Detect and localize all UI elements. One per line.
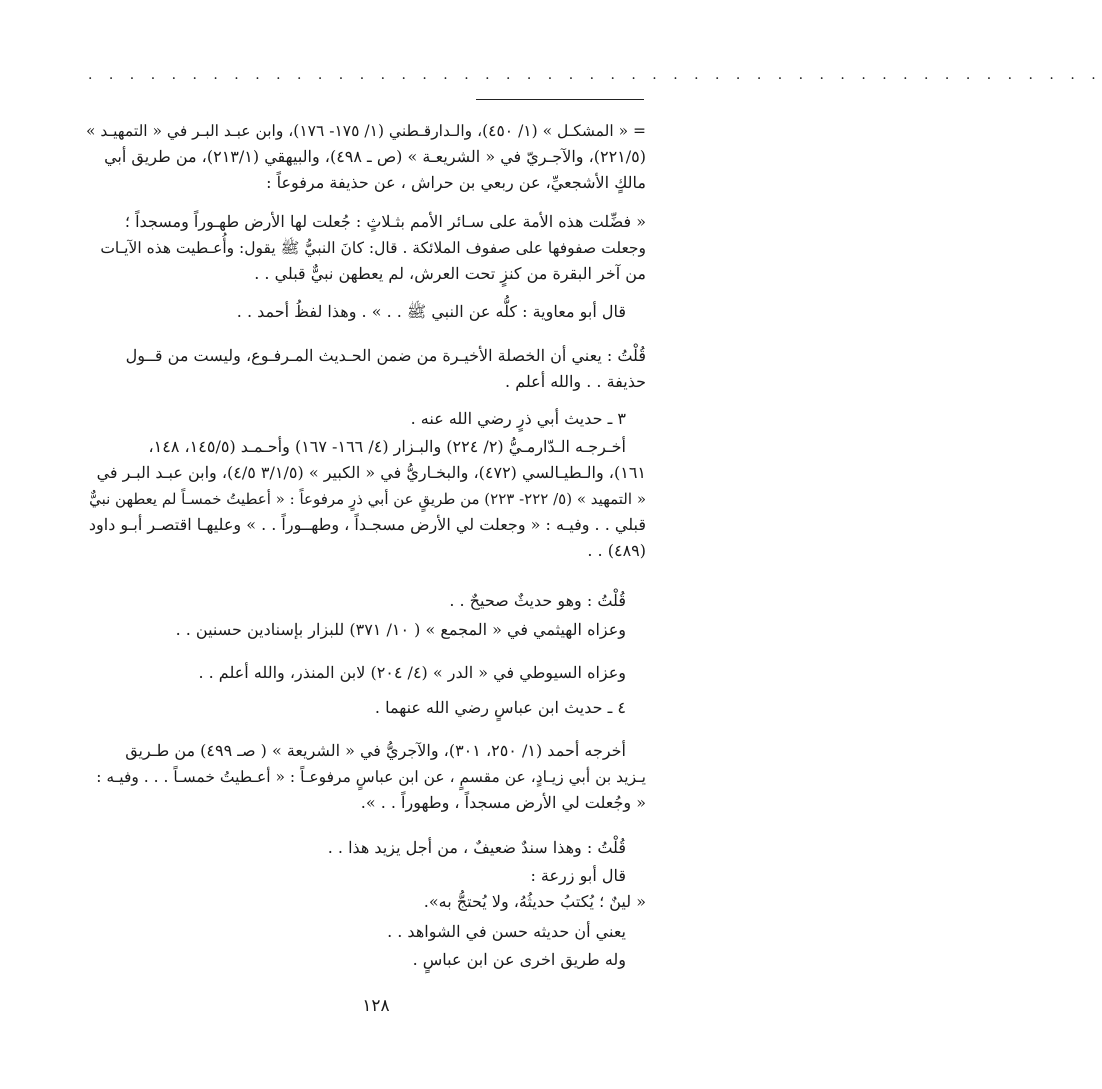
text-line: ٣ ـ حديث أبي ذرٍ رضي الله عنه . bbox=[410, 409, 626, 428]
text-line: حذيفة . . والله أعلم . bbox=[505, 372, 646, 391]
text-line: وعزاه السيوطي في « الدر » (٤/ ٢٠٤) لابن المنذر، والله أعلم . . bbox=[198, 663, 626, 682]
text-line: = « المشكـل » (١/ ٤٥٠)، والـدارقـطني (١/ ١٧٥- ١٧٦)، وابن عبـد البـر في « التمهيـد » bbox=[86, 122, 646, 140]
paragraph bbox=[86, 764, 646, 816]
text-line: وجعلت صفوفها على صفوف الملائكة . قال: كانَ النبيُّ ﷺ يقول: وأُعـطيت هذه الآيـات bbox=[100, 239, 646, 257]
text-line: قال أبو معاوية : كلُّه عن النبي ﷺ . . » . وهذا لفظُ أحمد . . bbox=[236, 302, 626, 321]
paragraph bbox=[86, 343, 646, 395]
text-line: « لينٌ ؛ يُكتبُ حديثُهُ، ولا يُحتجُّ به». bbox=[423, 892, 646, 911]
paragraph bbox=[86, 947, 646, 973]
text-line: قُلْتُ : يعني أن الخصلة الأخيـرة من ضمن الحـديث المـرفـوع، وليست من قــول bbox=[125, 346, 646, 365]
text-line: وعزاه الهيثمي في « المجمع » ( ١٠/ ٣٧١) للبزار بإسنادين حسنين . . bbox=[175, 620, 626, 639]
paragraph bbox=[86, 406, 646, 432]
paragraph bbox=[86, 919, 646, 945]
text-line: ٤ ـ حديث ابن عباسٍ رضي الله عنهما . bbox=[374, 698, 626, 717]
text-line: يـزيد بن أبي زيـادٍ، عن مقسمٍ ، عن ابن عباسٍ مرفوعـاً : « أعـطيتُ خمسـاً . . . وفيـه : bbox=[96, 768, 646, 786]
paragraph bbox=[86, 695, 646, 721]
footnote-separator-dots: · · · · · · · · · · · · · · · · · · · · · · · · · · · · · · · · · · · · · · · · · · · · · · · · · bbox=[88, 71, 1102, 87]
text-line: (٤٨٩) . . bbox=[587, 541, 646, 560]
paragraph bbox=[86, 460, 646, 564]
paragraph bbox=[86, 835, 646, 861]
text-line: مالكٍ الأشجعيِّ، عن ربعي بن حراش ، عن حذيفة مرفوعاً : bbox=[266, 173, 646, 192]
paragraph bbox=[86, 617, 646, 643]
text-line: قُلْتُ : وهذا سندٌ ضعيفٌ ، من أجل يزيد هذا . . bbox=[327, 838, 626, 857]
paragraph bbox=[86, 660, 646, 686]
text-line: « التمهيد » (٥/ ٢٢٢- ٢٢٣) من طريقٍ عن أبي ذرٍ مرفوعاً : « أعطيتُ خمسـاً لم يعطهن نبيٌّ bbox=[89, 490, 646, 508]
page-number: ١٢٨ bbox=[362, 996, 390, 1016]
text-line: من آخر البقرة من كنزٍ تحت العرش، لم يعطهن نبيٌّ قبلي . . bbox=[254, 264, 646, 283]
text-line: ١٦١)، والـطيـالسي (٤٧٢)، والبخـاريُّ في « الكبير » (٣/١/٥ ٤/٥)، وابن عبـد البـر في bbox=[96, 463, 646, 482]
text-line: « وجُعلت لي الأرض مسجداً ، وطهوراً . . ». bbox=[360, 793, 646, 812]
text-line: قبلي . . وفيـه : « وجعلت لي الأرض مسجـداً ، وطهــوراً . . » وعليهـا اقتصـر أبـو داود bbox=[88, 515, 646, 534]
text-line: يعني أن حديثه حسن في الشواهد . . bbox=[387, 922, 626, 941]
paragraph bbox=[86, 118, 646, 196]
footnote-rule bbox=[476, 99, 644, 100]
paragraph bbox=[86, 738, 646, 764]
text-line: أخرجه أحمد (١/ ٢٥٠، ٣٠١)، والآجريُّ في « الشريعة » ( صـ ٤٩٩) من طـريق bbox=[125, 741, 626, 760]
text-line: وله طريق اخرى عن ابن عباسٍ . bbox=[412, 950, 626, 969]
paragraph bbox=[86, 434, 646, 460]
paragraph bbox=[86, 863, 646, 915]
paragraph bbox=[86, 299, 646, 325]
text-line: أخـرجـه الـدّارمـيُّ (٢/ ٢٢٤) والبـزار (٤/ ١٦٦- ١٦٧) وأحـمـد (١٤٥/٥، ١٤٨، bbox=[148, 437, 626, 456]
text-line: قال أبو زرعة : bbox=[530, 866, 626, 885]
text-line: « فضِّلت هذه الأمة على سـائر الأمم بثـلاثٍ : جُعلت لها الأرض طهـوراً ومسجداً ؛ bbox=[124, 212, 646, 231]
paragraph bbox=[86, 588, 646, 614]
paragraph bbox=[86, 209, 646, 287]
text-line: قُلْتُ : وهو حديثٌ صحيحٌ . . bbox=[449, 591, 626, 610]
text-line: (٢٢١/٥)، والآجـريّ في « الشريعـة » (ص ـ ٤٩٨)، والبيهقي (٢١٣/١)، من طريق أبي bbox=[104, 147, 646, 166]
